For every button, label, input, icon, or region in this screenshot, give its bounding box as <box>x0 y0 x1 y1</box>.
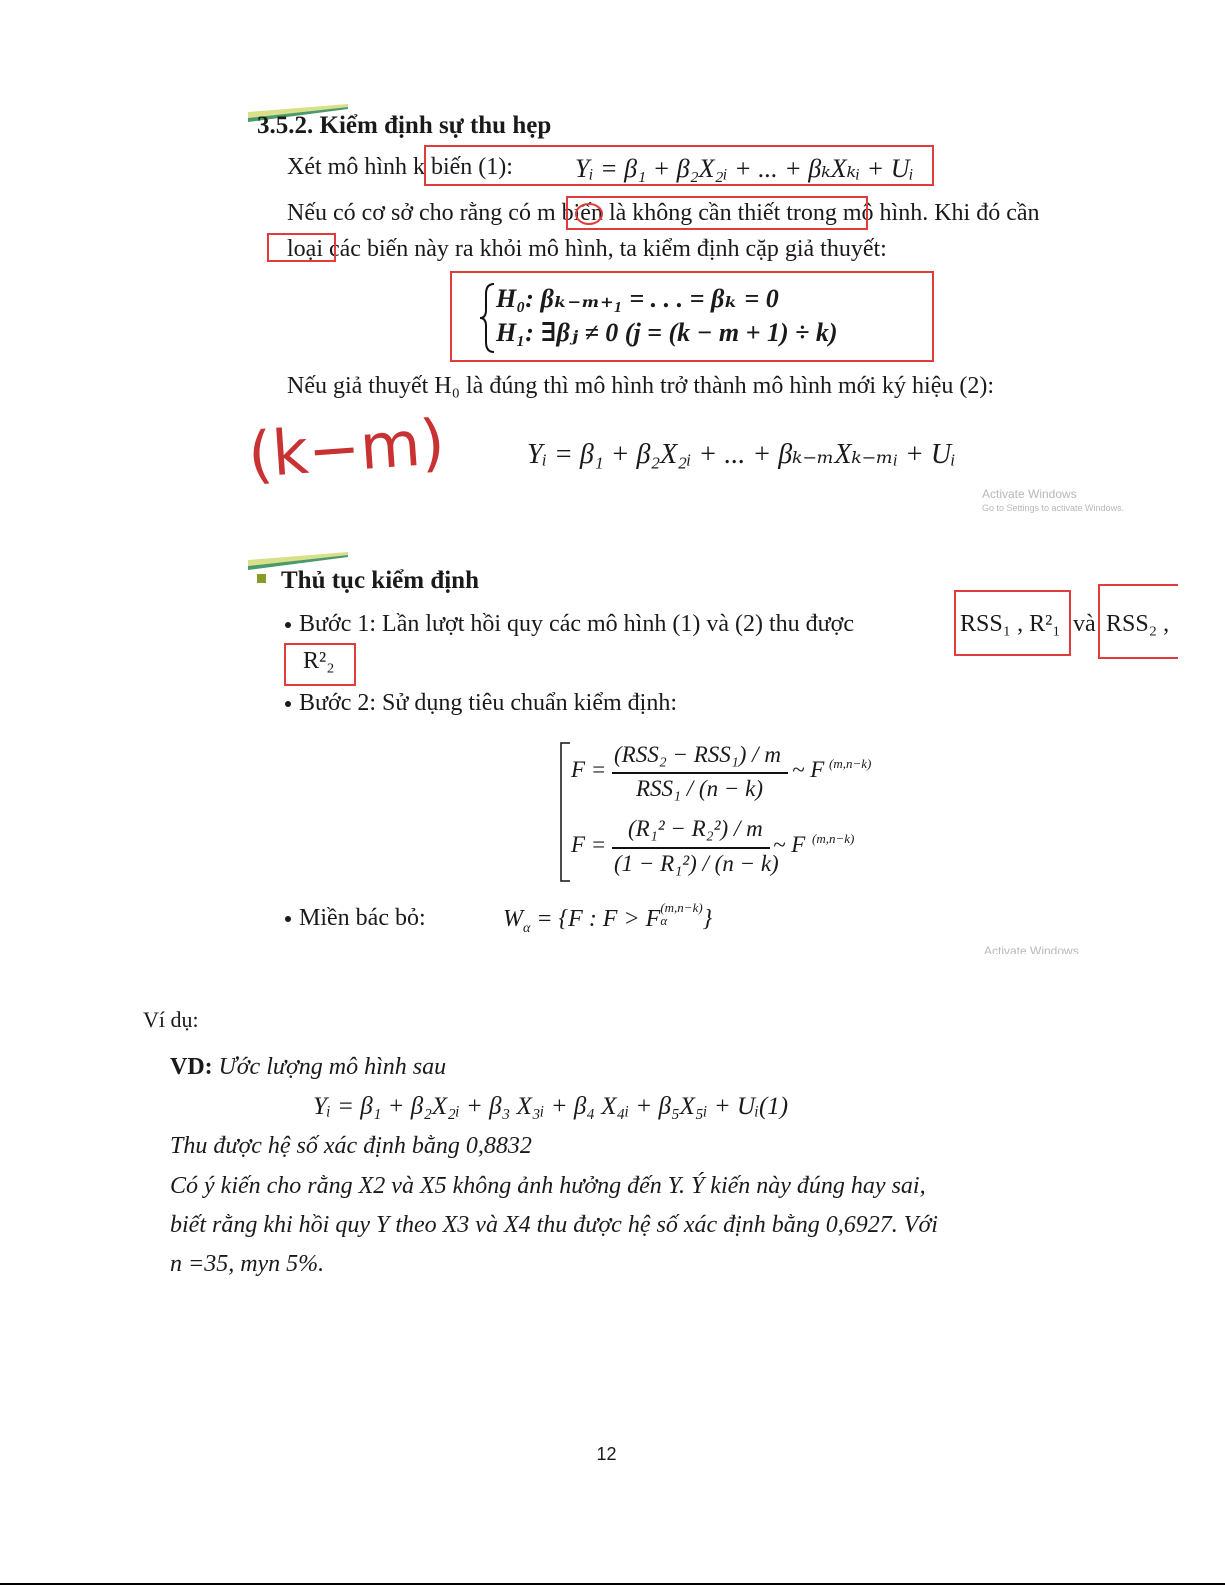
f2-lhs: F = <box>571 832 607 857</box>
example-line1: Thu được hệ số xác định bằng 0,8832 <box>170 1133 532 1159</box>
handwritten-note: (k−m) <box>245 405 447 492</box>
hypothesis-h1: H₁: ∃βⱼ ≠ 0 (j = (k − m + 1) ÷ k) <box>496 318 838 347</box>
r2-2-label: R²₂ <box>303 648 335 674</box>
f1-dist-superscript: (m,n−k) <box>829 756 872 771</box>
model2-formula: Yᵢ = β₁ + β₂X₂ᵢ + ... + βₖ₋ₘXₖ₋ₘᵢ + Uᵢ <box>527 439 956 470</box>
annotation-box <box>566 196 868 230</box>
f2-denominator: (1 − R₁²) / (n − k) <box>614 851 779 876</box>
annotation-box <box>424 145 934 186</box>
reject-w: W <box>503 906 523 932</box>
brace-icon <box>478 282 498 354</box>
rejection-region-formula <box>503 900 713 937</box>
slide1-heading: 3.5.2. Kiểm định sự thu hẹp <box>257 112 552 139</box>
activate-windows-watermark: Activate Windows <box>984 944 1079 954</box>
f1-denominator: RSS₁ / (n − k) <box>636 776 763 801</box>
step2-line <box>285 690 677 717</box>
slide1-line3: loại các biến này ra khỏi mô hình, ta kiểm định cặp giả thuyết: <box>287 236 887 262</box>
page-number: 12 <box>596 1444 617 1464</box>
vd-label: VD: <box>170 1054 213 1080</box>
vd-text: Ước lượng mô hình sau <box>218 1054 447 1080</box>
fraction-line <box>612 772 788 774</box>
annotation-box <box>284 643 356 686</box>
example-title <box>170 1054 446 1081</box>
f1-distribution: ~ F <box>792 757 825 782</box>
square-bullet-icon <box>257 574 266 583</box>
f2-dist-superscript: (m,n−k) <box>812 831 855 846</box>
reject-line <box>285 905 426 932</box>
model1-formula: Yᵢ = β₁ + β₂X₂ᵢ + ... + βₖXₖᵢ + Uᵢ <box>575 154 914 183</box>
f2-numerator: (R₁² − R₂²) / m <box>628 816 763 841</box>
f1-lhs: F = <box>571 757 607 782</box>
step1-text: Bước 1: Lần lượt hồi quy các mô hình (1) và (2) thu được <box>299 611 854 637</box>
slide1-line4: Nếu giả thuyết H₀ là đúng thì mô hình trở thành mô hình mới ký hiệu (2): <box>287 373 994 399</box>
reject-set: = {F : F > F <box>536 906 661 932</box>
bullet-icon <box>285 916 291 922</box>
example-line2: Có ý kiến cho rằng X2 và X5 không ảnh hưởng đến Y. Ý kiến này đúng hay sai, <box>170 1173 926 1199</box>
f1-numerator: (RSS₂ − RSS₁) / m <box>614 742 781 767</box>
annotation-box <box>954 590 1071 656</box>
reject-w-sub: α <box>523 920 531 936</box>
bracket-icon <box>558 742 572 882</box>
reject-set-sub: α <box>660 913 668 929</box>
annotation-circle <box>572 200 606 228</box>
activate-windows-subtext: Go to Settings to activate Windows. <box>982 503 1125 513</box>
reject-set-sup: (m,n−k) <box>660 900 703 916</box>
example-line4: n =35, myn 5%. <box>170 1251 325 1277</box>
hypothesis-h0: H₀: βₖ₋ₘ₊₁ = . . . = βₖ = 0 <box>496 284 779 313</box>
reject-label: Miền bác bỏ: <box>299 905 426 931</box>
reject-close: } <box>702 906 713 932</box>
rss1-r2-label: RSS₁ , R²₁ <box>960 611 1061 637</box>
bullet-icon <box>285 622 291 628</box>
f2-distribution: ~ F <box>773 832 806 857</box>
annotation-box <box>1098 584 1178 659</box>
and-word: và <box>1073 611 1096 637</box>
activate-windows-watermark: Activate Windows <box>982 487 1077 501</box>
slide1-line2: Nếu có cơ sở cho rằng có m biến là không cần thiết trong mô hình. Khi đó cần <box>287 200 1040 226</box>
example-model: Yᵢ = β₁ + β₂X₂ᵢ + β₃ X₃ᵢ + β₄ X₄ᵢ + β₅X₅ᵢ + Uᵢ(1) <box>313 1093 789 1120</box>
slide1-line1-prefix: Xét mô hình k biến (1): <box>287 154 513 180</box>
slide2-heading: Thủ tục kiểm định <box>281 567 479 594</box>
step2-text: Bước 2: Sử dụng tiêu chuẩn kiểm định: <box>299 690 677 716</box>
fraction-line <box>612 847 770 849</box>
rss2-label: RSS₂ , <box>1106 611 1170 637</box>
bullet-icon <box>285 701 291 707</box>
step1-line <box>285 611 854 638</box>
example-label: Ví dụ: <box>143 1007 199 1032</box>
example-line3: biết rằng khi hồi quy Y theo X3 và X4 thu được hệ số xác định bằng 0,6927. Với <box>170 1212 938 1238</box>
annotation-box <box>267 233 336 262</box>
